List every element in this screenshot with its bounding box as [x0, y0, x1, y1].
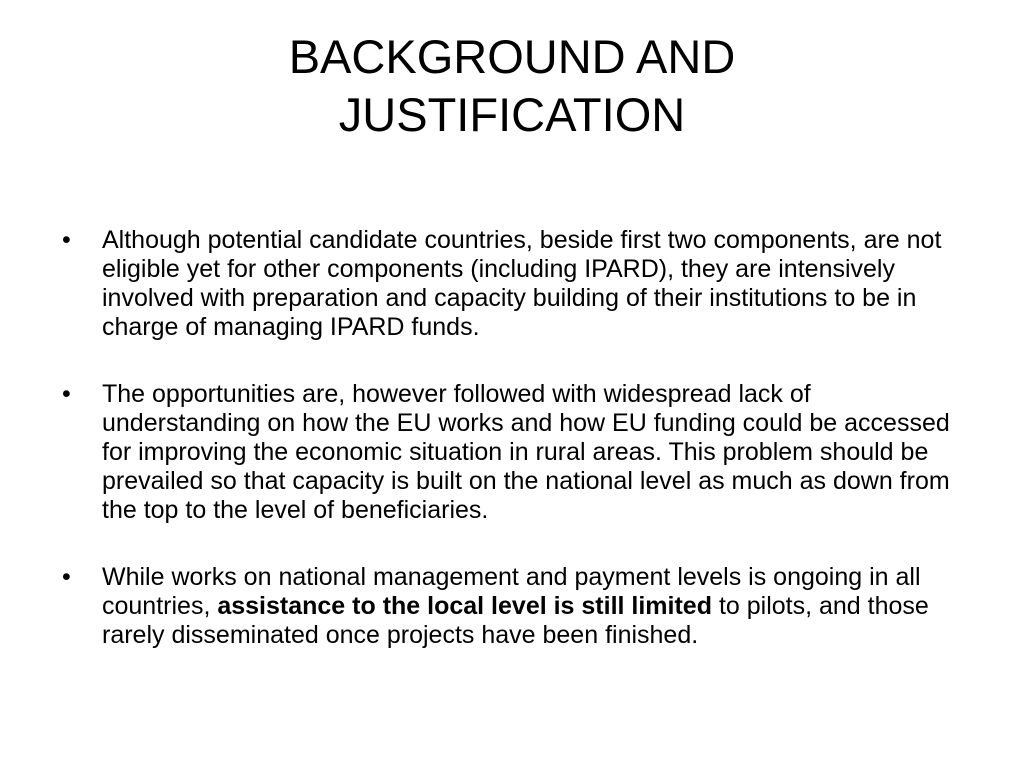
bullet-list — [62, 226, 962, 650]
bullet-text-1: Although potential candidate countries, beside first two components, are not eligible yet for other components (including IPARD), they are intensively involved with preparation and capacity building of their institutions to be in charge of managing IPARD funds. — [102, 226, 942, 341]
bullet-text-2: The opportunities are, however followed with widespread lack of understanding on how the EU works and how EU funding could be accessed for improving the economic situation in rural areas. This problem should be prevailed so that capacity is built on the national level as much as down from the top to the level of beneficiaries. — [102, 380, 950, 524]
title-line-2: JUSTIFICATION — [338, 88, 686, 141]
bullet-text-3-start: While works on national management and payment levels is ongoing in all countries, — [102, 563, 921, 620]
bullet-text-3-end: to pilots, and those rarely disseminated once projects have been finished. — [102, 592, 929, 649]
bullet-item-3 — [62, 563, 962, 650]
bullet-icon: • — [62, 380, 71, 408]
bullet-text-3-emphasis: assistance to the local level is still limited — [217, 592, 712, 620]
title-line-1: BACKGROUND AND — [288, 30, 736, 83]
bullet-icon: • — [62, 226, 71, 254]
bullet-item-1 — [62, 226, 962, 342]
bullet-item-2 — [62, 380, 962, 525]
bullet-text-3 — [102, 563, 929, 649]
bullet-icon: • — [62, 563, 71, 591]
slide-title — [0, 28, 1024, 144]
